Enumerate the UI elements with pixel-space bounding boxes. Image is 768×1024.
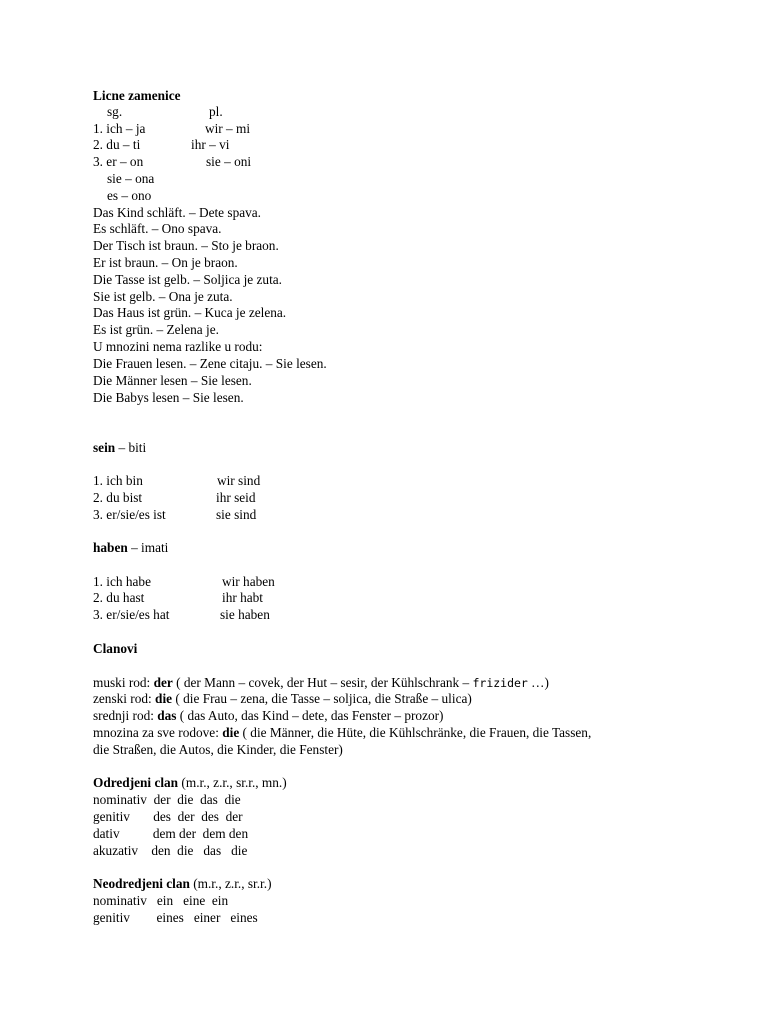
verb-title-haben: haben – imati — [93, 540, 169, 555]
example-sentence: Es ist grün. – Zelena je. — [93, 322, 219, 337]
conjugation-row: 2. du hast ihr habt — [93, 590, 263, 605]
example-sentence: Die Frauen lesen. – Zene citaju. – Sie lesen. — [93, 356, 327, 371]
article-line-muski: muski rod: der ( der Mann – covek, der Hut – sesir, der Kühlschrank – frizider …) — [93, 675, 549, 690]
declension-row: akuzativ den die das die — [93, 843, 248, 858]
example-sentence: Die Männer lesen – Sie lesen. — [93, 373, 252, 388]
section-title-clanovi: Clanovi — [93, 641, 138, 656]
conjugation-row: 3. er/sie/es hat sie haben — [93, 607, 270, 622]
example-sentence: U mnozini nema razlike u rodu: — [93, 339, 263, 354]
example-sentence: Das Haus ist grün. – Kuca je zelena. — [93, 305, 287, 320]
example-sentence: Die Babys lesen – Sie lesen. — [93, 390, 244, 405]
declension-row: nominativ ein eine ein — [93, 893, 229, 908]
article-line-srednji: srednji rod: das ( das Auto, das Kind – dete, das Fenster – prozor) — [93, 708, 444, 723]
conjugation-row: 1. ich habe wir haben — [93, 574, 275, 589]
pronoun-row: 3. er – on sie – oni — [93, 154, 252, 169]
example-sentence: Die Tasse ist gelb. – Soljica je zuta. — [93, 272, 282, 287]
pronoun-extra-line: sie – ona — [107, 171, 155, 186]
conjugation-row: 2. du bist ihr seid — [93, 490, 256, 505]
article-line-zenski: zenski rod: die ( die Frau – zena, die Tasse – soljica, die Straße – ulica) — [93, 691, 472, 706]
conjugation-row: 3. er/sie/es ist sie sind — [93, 507, 257, 522]
section-title-odredjeni: Odredjeni clan (m.r., z.r., sr.r., mn.) — [93, 775, 287, 790]
section-title-neodredjeni: Neodredjeni clan (m.r., z.r., sr.r.) — [93, 876, 272, 891]
pronoun-extra-line: es – ono — [107, 188, 152, 203]
pronoun-row: 1. ich – ja wir – mi — [93, 121, 251, 136]
pronoun-header-row — [93, 104, 223, 120]
article-line-mnozina: mnozina za sve rodove: die ( die Männer, die Hüte, die Kühlschränke, die Frauen, die Tassen, — [93, 725, 592, 740]
declension-row: dativ dem der dem den — [93, 826, 249, 841]
example-sentence: Er ist braun. – On je braon. — [93, 255, 238, 270]
section-title-licne-zamenice: Licne zamenice — [93, 88, 181, 103]
example-sentence: Das Kind schläft. – Dete spava. — [93, 205, 262, 220]
example-sentence: Sie ist gelb. – Ona je zuta. — [93, 289, 233, 304]
declension-row: genitiv eines einer eines — [93, 910, 258, 925]
pronoun-row: 2. du – ti ihr – vi — [93, 137, 230, 152]
conjugation-row: 1. ich bin wir sind — [93, 473, 261, 488]
header-pl: pl. — [209, 104, 223, 119]
example-sentence: Der Tisch ist braun. – Sto je braon. — [93, 238, 279, 253]
header-sg: sg. — [107, 104, 123, 119]
declension-row: nominativ der die das die — [93, 792, 241, 807]
declension-row: genitiv des der des der — [93, 809, 243, 824]
article-line-mnozina-cont: die Straßen, die Autos, die Kinder, die Fenster) — [93, 742, 343, 757]
example-sentence: Es schläft. – Ono spava. — [93, 221, 222, 236]
verb-title-sein: sein – biti — [93, 440, 147, 455]
